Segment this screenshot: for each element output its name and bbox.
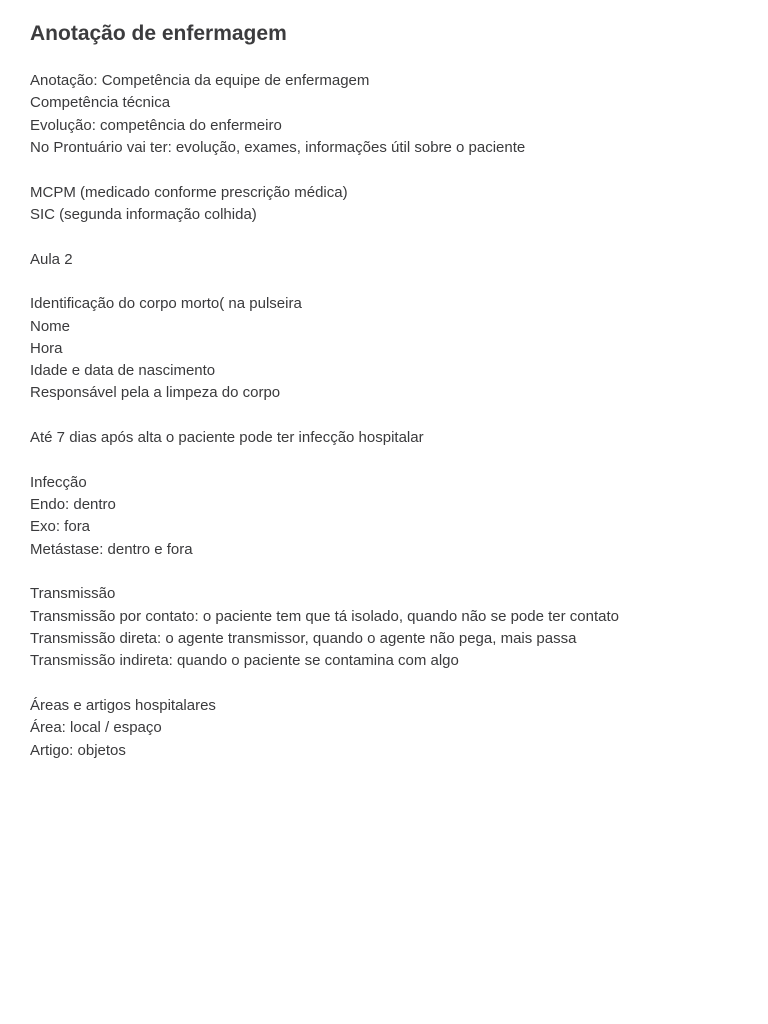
note-line: Endo: dentro (30, 496, 116, 514)
note-line: SIC (segunda informação colhida) (30, 205, 257, 223)
note-line: Nome (30, 317, 71, 335)
note-line: Infecção (30, 473, 87, 491)
note-line: Até 7 dias após alta o paciente pode ter infecção hospitalar (30, 429, 424, 447)
note-paragraph (30, 182, 738, 227)
note-paragraph (30, 583, 738, 672)
note-line: Aula 2 (30, 250, 73, 268)
note-line: No Prontuário vai ter: evolução, exames, informações útil sobre o paciente (30, 138, 526, 156)
note-line: Idade e data de nascimento (30, 362, 216, 380)
note-paragraph (30, 70, 738, 159)
note-line: Exo: fora (30, 518, 91, 536)
note-line: Transmissão (30, 585, 116, 603)
note-line: Identificação do corpo morto( na pulseira (30, 295, 302, 313)
note-line: Artigo: objetos (30, 741, 126, 759)
note-line: Responsável pela a limpeza do corpo (30, 384, 281, 402)
note-line: Transmissão por contato: o paciente tem que tá isolado, quando não se pode ter contato (30, 607, 619, 625)
note-line: Evolução: competência do enfermeiro (30, 116, 282, 134)
note-line: MCPM (medicado conforme prescrição médica) (30, 183, 348, 201)
note-line: Transmissão indireta: quando o paciente se contamina com algo (30, 652, 459, 670)
note-paragraph (30, 472, 738, 561)
note-line: Hora (30, 339, 63, 357)
note-paragraph (30, 427, 738, 449)
note-title: Anotação de enfermagem (30, 22, 287, 45)
note-line: Metástase: dentro e fora (30, 540, 193, 558)
note-line: Transmissão direta: o agente transmissor, quando o agente não pega, mais passa (30, 629, 577, 647)
note-line: Competência técnica (30, 94, 171, 112)
note-paragraph (30, 293, 738, 404)
note-line: Anotação: Competência da equipe de enfermagem (30, 72, 370, 89)
note-line: Área: local / espaço (30, 719, 162, 737)
note-body[interactable] (30, 70, 738, 762)
note-paragraph (30, 249, 738, 271)
note-paragraph (30, 695, 738, 762)
note-line: Áreas e artigos hospitalares (30, 696, 216, 714)
